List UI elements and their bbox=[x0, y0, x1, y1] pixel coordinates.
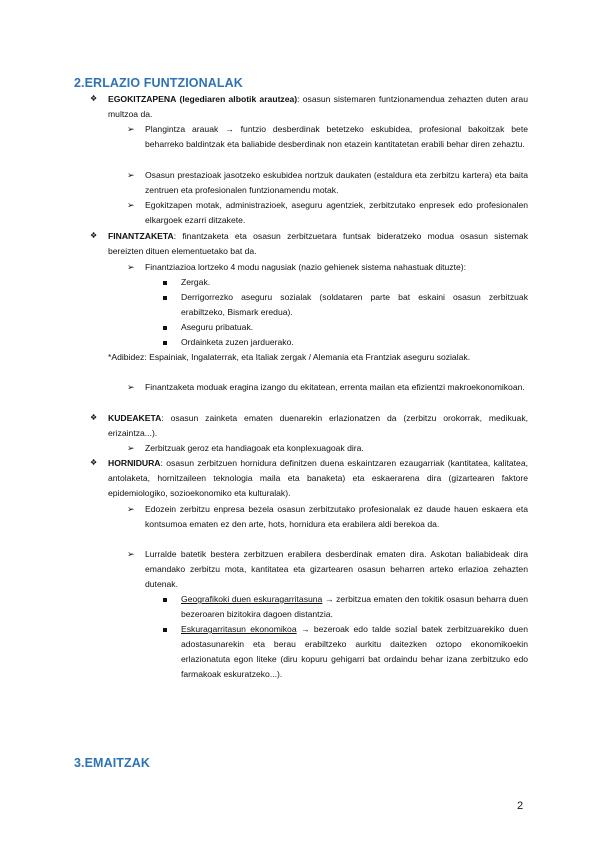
arrow-bullet-icon: ➢ bbox=[127, 504, 135, 514]
kudeaketa-sub: Zerbitzuak geroz eta handiagoak eta konplexuagoak dira. bbox=[145, 443, 364, 453]
egokitzapena-sub-1: Plangintza arauak → funtzio desberdinak betetzeko eskubidea, profesional bakoitzak bete beharreko baldintzak eta baliabide desberdinak non etazein kantitatetan erabili behar diren zehaztu. bbox=[145, 124, 528, 150]
finantzaketa-sub-1: Finantziazioa lortzeko 4 modu nagusiak (nazio gehienek sistema nahastuak dituzte): bbox=[145, 262, 467, 272]
finantzaketa-item-2: Derrigorrezko aseguru sozialak (soldataren parte bat eskaini osasun zerbitzuak erabiltzeko, Bismark eredua). bbox=[181, 292, 528, 318]
square-bullet-icon bbox=[163, 326, 167, 330]
finantzaketa-item-3: Aseguru pribatuak. bbox=[181, 322, 254, 332]
diamond-bullet-icon: ❖ bbox=[90, 458, 98, 467]
hornidura-sub-1: Edozein zerbitzu enpresa bezela osasun zerbitzutako profesionalak ez daude hauen eskaera eta kontsumoa ematen ez den arte, hots, hornidura eta erabilera aldi berekoa da. bbox=[145, 504, 528, 530]
finantzaketa-item-4: Ordainketa zuzen jarduerako. bbox=[181, 337, 294, 347]
page-number: 2 bbox=[517, 800, 524, 812]
arrow-bullet-icon: ➢ bbox=[127, 170, 135, 180]
finantzaketa-item-1: Zergak. bbox=[181, 277, 211, 287]
diamond-bullet-icon: ❖ bbox=[90, 413, 98, 422]
arrow-bullet-icon: ➢ bbox=[127, 382, 135, 392]
square-bullet-icon bbox=[163, 598, 167, 602]
finantzaketa-paragraph: FINANTZAKETA: finantzaketa eta osasun zerbitzuetara funtsak bideratzeko modua osasun sistemak bereizten dituen elementuetako bat da. bbox=[108, 231, 528, 257]
arrow-bullet-icon: ➢ bbox=[127, 124, 135, 134]
section3-heading: 3.EMAITZAK bbox=[74, 756, 150, 770]
finantzaketa-note: *Adibidez: Espainiak, Ingalaterrak, eta Italiak zergak / Alemania eta Frantziak aseguru sozialak. bbox=[108, 352, 471, 362]
egokitzapena-sub-3: Egokitzapen motak, administrazioek, aseguru agentziek, zerbitzutako enpresek edo profesionalen elkargoek ezarri ditzakete. bbox=[145, 200, 528, 226]
square-bullet-icon bbox=[163, 628, 167, 632]
hornidura-paragraph: HORNIDURA: osasun zerbitzuen hornidura definitzen duena eskaintzaren ezaugarriak (kantitatea, kalitatea, antolaketa, hornitzaileen teknologia maila eta banaketa) eta eskaerarena dira (gizartearen faktore epidemiologiko, sozioekonomiko eta kulturalak). bbox=[108, 458, 528, 499]
square-bullet-icon bbox=[163, 341, 167, 345]
section2-heading: 2.ERLAZIO FUNTZIONALAK bbox=[74, 76, 243, 90]
arrow-bullet-icon: ➢ bbox=[127, 200, 135, 210]
arrow-bullet-icon: ➢ bbox=[127, 549, 135, 559]
arrow-bullet-icon: ➢ bbox=[127, 262, 135, 272]
kudeaketa-paragraph: KUDEAKETA: osasun zainketa ematen duenarekin erlazionatzen da (zerbitzu orokorrak, medikuak, erizaintza...). bbox=[108, 413, 528, 439]
finantzaketa-sub-2: Finantzaketa moduak eragina izango du ekitatean, errenta mailan eta efizientzi makroekonomikoan. bbox=[145, 382, 525, 392]
hornidura-sub-2: Lurralde batetik bestera zerbitzuen erabilera desberdinak ematen dira. Askotan baliabideak dira emandako zerbitzu mota, kantitatea eta gizartearen osasun beharren arteko erlazioa zehazten dutenak. bbox=[145, 549, 528, 590]
diamond-bullet-icon: ❖ bbox=[90, 94, 98, 103]
hornidura-item-2: Eskuragarritasun ekonomikoa → bezeroak edo talde sozial batek zerbitzuarekiko duen adostasunarekin eta berau erabiltzeko aurkitu daitezken oztopo ekonomikoekin erlazionatuta egon liteke (diru kopuru gehigarri bat ordaindu behar izana zerbitzuko edo farmakoak eskuratzeko...). bbox=[181, 624, 528, 680]
diamond-bullet-icon: ❖ bbox=[90, 231, 98, 240]
egokitzapena-sub-2: Osasun prestazioak jasotzeko eskubidea nortzuk daukaten (estaldura eta zerbitzu kartera) eta baita zentruen eta profesionalen funtzionamendu motak. bbox=[145, 170, 528, 196]
square-bullet-icon bbox=[163, 296, 167, 300]
arrow-bullet-icon: ➢ bbox=[127, 443, 135, 453]
square-bullet-icon bbox=[163, 281, 167, 285]
egokitzapena-paragraph: EGOKITZAPENA (legediaren albotik arautzea): osasun sistemaren funtzionamendua zehazten duten arau multzoa da. bbox=[108, 94, 528, 120]
hornidura-item-1: Geografikoki duen eskuragarritasuna → zerbitzua ematen den tokitik osasun beharra duen bezeroaren bizitokira dagoen distantzia. bbox=[181, 594, 528, 620]
